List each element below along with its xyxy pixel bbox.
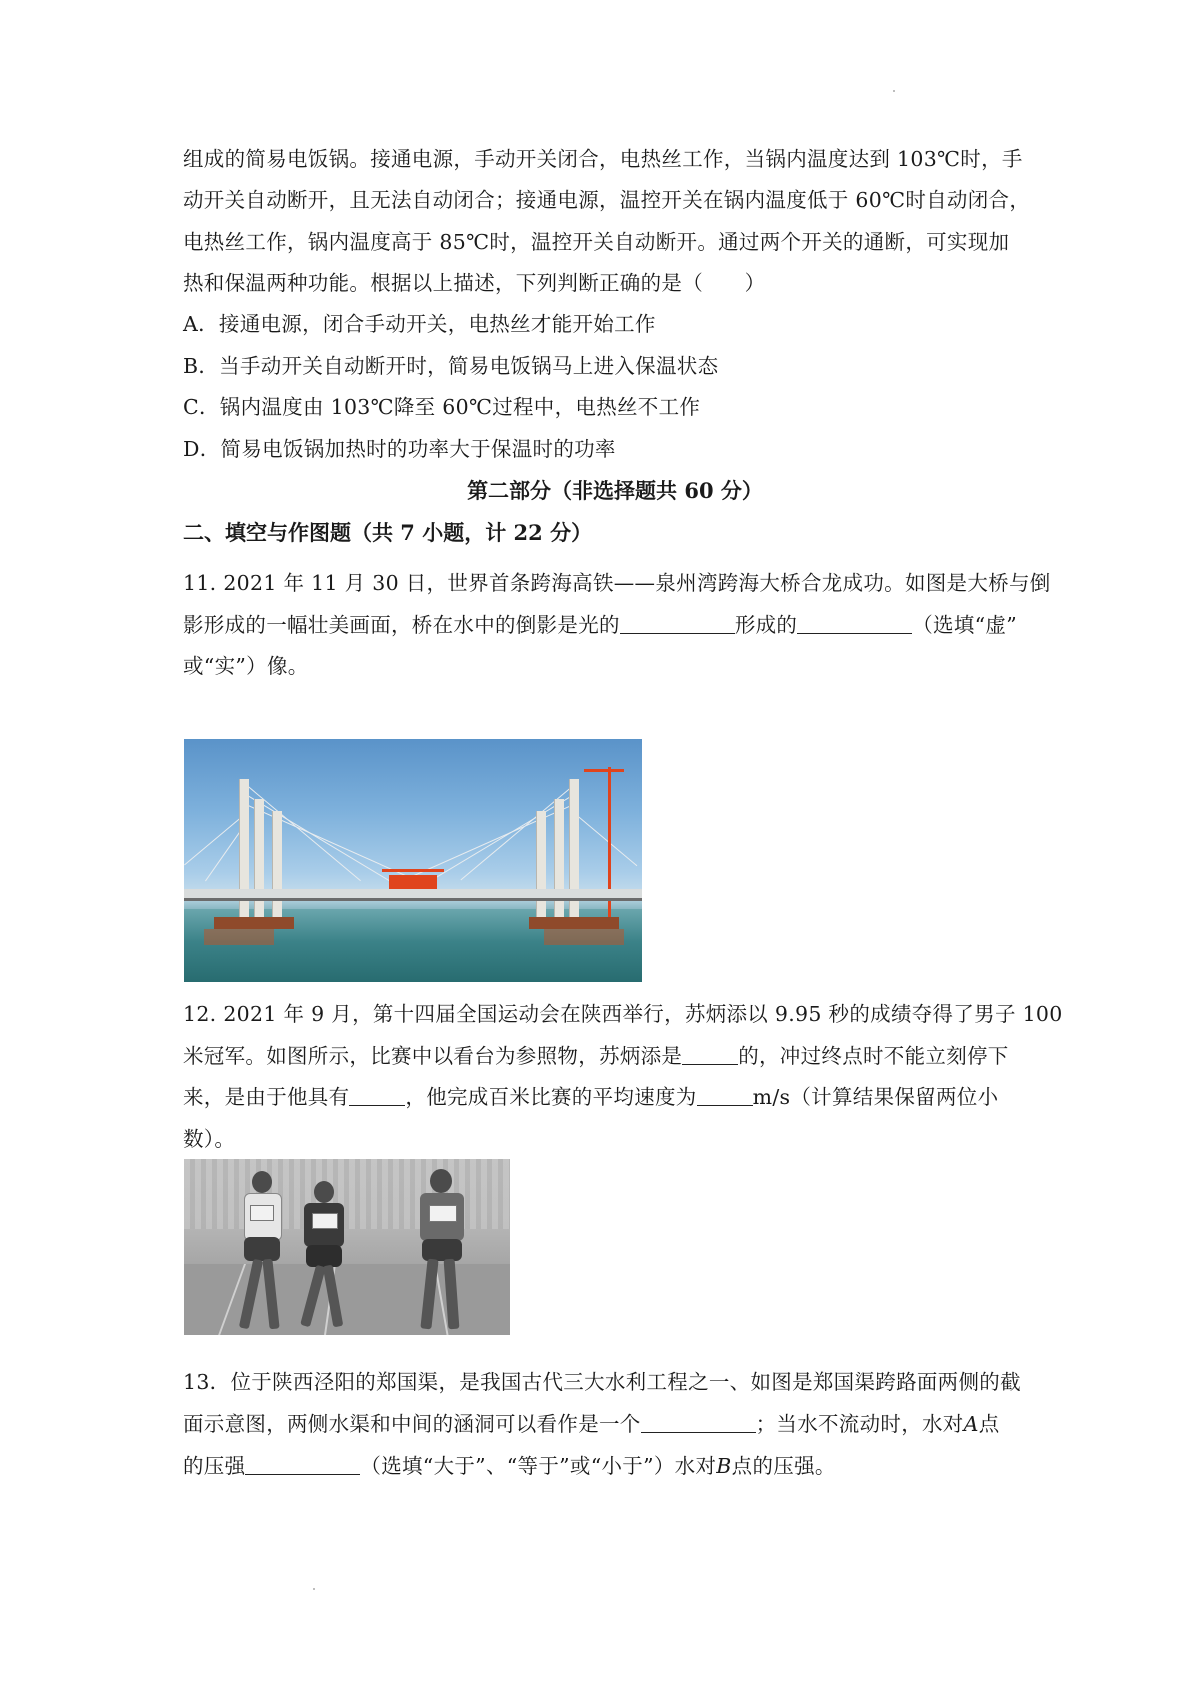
q13-text-line-3	[183, 1452, 836, 1480]
q10-option-c: C．锅内温度由 103℃降至 60℃过程中，电热丝不工作	[183, 395, 701, 419]
q11-text-part: 影形成的一幅壮美画面，桥在水中的倒影是光的	[183, 613, 620, 637]
q11-text-line-3: 或“实”）像。	[183, 654, 309, 678]
point-a-label: A	[963, 1412, 979, 1436]
bridge-tower	[554, 799, 564, 929]
cable-line	[575, 814, 637, 866]
q11-text-line-1: 11. 2021 年 11 月 30 日，世界首条跨海高铁——泉州湾跨海大桥合龙成功。如图是大桥与倒	[183, 571, 1051, 595]
bridge-tower	[536, 811, 546, 929]
runner-head	[252, 1171, 272, 1193]
pier-reflection	[544, 929, 624, 945]
bridge-tower	[569, 779, 579, 929]
runner-shorts	[422, 1239, 462, 1261]
q13-text-line-1: 13．位于陕西泾阳的郑国渠，是我国古代三大水利工程之一、如图是郑国渠跨路面两侧的截	[183, 1370, 1021, 1394]
q11-blank-2	[797, 611, 912, 634]
tower-crane	[584, 769, 624, 772]
section-two-title: 二、填空与作图题（共 7 小题，计 22 分）	[183, 520, 593, 545]
q13-text-part: 面示意图，两侧水渠和中间的涵洞可以看作是一个	[183, 1412, 641, 1436]
sprinters-photo	[184, 1159, 510, 1335]
q12-text-line-1: 12. 2021 年 9 月，第十四届全国运动会在陕西举行，苏炳添以 9.95 秒的成绩夺得了男子 100	[183, 1002, 1063, 1026]
tower-crane	[608, 767, 611, 927]
q10-option-a: A．接通电源，闭合手动开关，电热丝才能开始工作	[183, 312, 656, 336]
q13-blank-2	[245, 1452, 360, 1475]
q12-text-line-3	[183, 1083, 998, 1111]
closure-crane	[382, 869, 444, 872]
closure-crane	[389, 875, 437, 889]
cable-line	[393, 803, 576, 885]
q11-text-line-2	[183, 611, 1017, 639]
cable-line	[245, 794, 396, 885]
bridge-tower	[254, 799, 264, 929]
bridge-deck	[184, 889, 642, 901]
bridge-tower	[272, 811, 282, 929]
race-bib	[312, 1213, 338, 1229]
q13-text-part: （选填“大于”、“等于”或“小于”）水对	[360, 1454, 717, 1478]
q11-text-part: （选填“虚”	[912, 613, 1017, 637]
q10-option-b: B．当手动开关自动断开时，简易电饭锅马上进入保温状态	[183, 354, 719, 378]
part-two-title: 第二部分（非选择题共 60 分）	[467, 478, 763, 503]
runner-head	[314, 1181, 334, 1203]
q12-text-line-2	[183, 1042, 1009, 1070]
q10-text-line-4: 热和保温两种功能。根据以上描述，下列判断正确的是（ ）	[183, 271, 766, 295]
q11-blank-1	[620, 611, 735, 634]
q12-blank-2	[349, 1083, 405, 1106]
scan-speck	[313, 1588, 315, 1590]
point-b-label: B	[716, 1454, 732, 1478]
bridge-tower	[239, 779, 249, 929]
q13-text-part: 的压强	[183, 1454, 246, 1478]
race-bib	[250, 1205, 274, 1221]
q10-text-line-1: 组成的简易电饭锅。接通电源，手动开关闭合，电热丝工作，当锅内温度达到 103℃时，手	[183, 147, 1023, 171]
q12-text-part: 米冠军。如图所示，比赛中以看台为参照物，苏炳添是	[183, 1044, 683, 1068]
pier-reflection	[204, 929, 274, 945]
q11-text-part: 形成的	[734, 613, 798, 637]
q12-text-part: 来，是由于他具有	[183, 1085, 350, 1109]
q10-text-line-2: 动开关自动断开，且无法自动闭合；接通电源，温控开关在锅内温度低于 60℃时自动闭合，	[183, 188, 1031, 212]
q12-text-part: ，他完成百米比赛的平均速度为	[405, 1085, 697, 1109]
q12-blank-1	[682, 1042, 738, 1065]
cable-line	[184, 813, 246, 865]
runner-shorts	[306, 1245, 342, 1267]
q10-option-d: D．简易电饭锅加热时的功率大于保温时的功率	[183, 437, 616, 461]
bridge-pier	[529, 917, 619, 929]
bridge-pier	[214, 917, 294, 929]
q12-blank-3	[697, 1083, 753, 1106]
bridge-photo	[184, 739, 642, 982]
q13-text-part: 点的压强。	[731, 1454, 836, 1478]
runner-shorts	[244, 1237, 280, 1261]
q12-text-part: 的，冲过终点时不能立刻停下	[738, 1044, 1009, 1068]
q13-text-part: ；当水不流动时，水对	[755, 1412, 964, 1436]
q12-text-line-4: 数）。	[183, 1127, 236, 1151]
q12-text-part: m/s（计算结果保留两位小	[752, 1085, 999, 1109]
q13-blank-1	[641, 1410, 756, 1433]
q10-text-line-3: 电热丝工作，锅内温度高于 85℃时，温控开关自动断开。通过两个开关的通断，可实现加	[183, 230, 1010, 254]
q13-text-part: 点	[978, 1412, 1000, 1436]
q13-text-line-2	[183, 1410, 1000, 1438]
race-bib	[429, 1205, 457, 1222]
scan-speck	[893, 90, 895, 92]
runner-head	[430, 1169, 452, 1193]
